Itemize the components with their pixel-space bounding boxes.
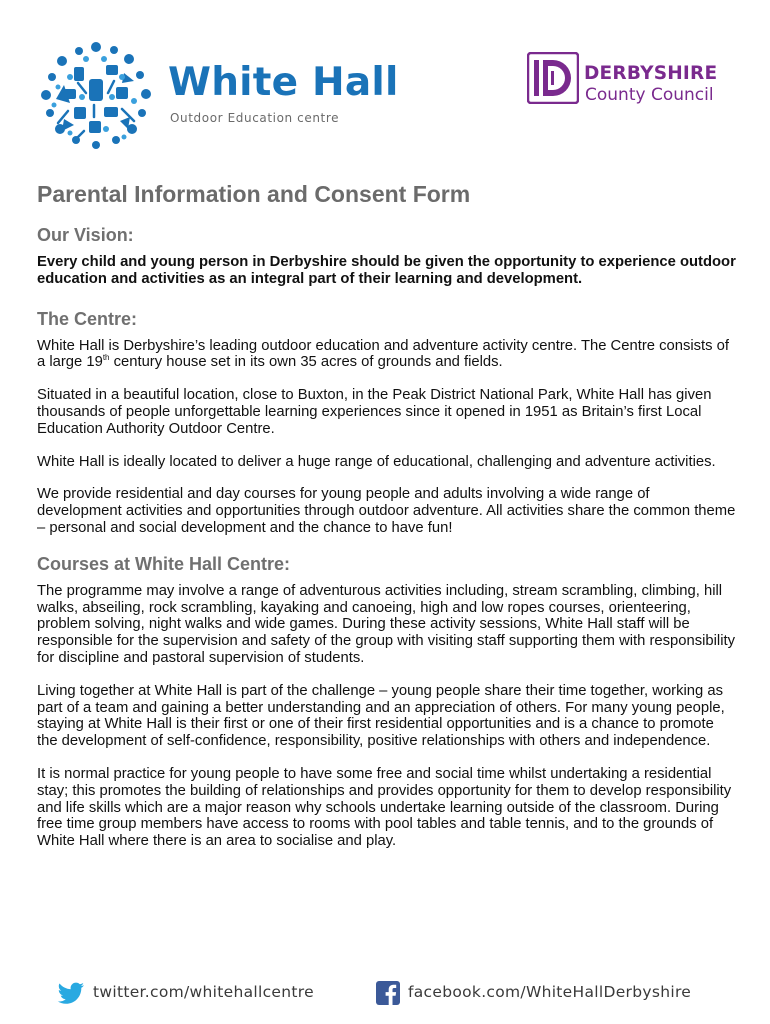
twitter-icon [57,982,85,1006]
centre-paragraph-4: We provide residential and day courses for young people and adults involving a wide range of development activities and opportunities through outdoor adventure. All activities share the common theme – personal and social development and the chance to have fun! [37,486,736,536]
org-subtitle: Outdoor Education centre [170,111,340,125]
vision-heading: Our Vision: [37,225,134,245]
council-subtitle: County Council [585,85,714,105]
form-title: Parental Information and Consent Form [37,181,471,207]
facebook-link[interactable]: facebook.com/WhiteHallDerbyshire [408,983,692,1001]
courses-paragraph-3: It is normal practice for young people to have some free and social time whilst undertaking a residential stay; this promotes the building of relationships and provides opportunity for them to develop responsibility and life skills which are a major reason why schools undertake learning outside of the classroom. During free time group members have access to rooms with pool tables and table tennis, and to the grounds of White Hall where there is an area to socialise and play. [37,765,732,850]
facebook-icon [376,981,400,1005]
org-name: White Hall [168,60,399,105]
courses-heading: Courses at White Hall Centre: [37,553,291,574]
centre-paragraph-1: White Hall is Derbyshire’s leading outdoor education and adventure activity centre. The Centre consists of a large 19th century house set in its own 35 acres of grounds and fields. [37,337,729,371]
derbyshire-council-logo-icon [527,52,579,104]
centre-heading: The Centre: [37,308,138,329]
form-content [37,180,737,866]
social-footer [0,978,770,1012]
courses-paragraph-2: Living together at White Hall is part of the challenge – young people share their time together, working as part of a team and gaining a better understanding and an appreciation of others. For many young people, staying at White Hall is their first or one of their first residential opportunities and is a chance to promote the development of self-confidence, responsibility, positive relationships with others and independence. [37,682,725,750]
vision-text: Every child and young person in Derbyshire should be given the opportunity to experience outdoor education and activities as an integral part of their learning and development. [37,254,736,287]
twitter-link[interactable]: twitter.com/whitehallcentre [93,983,314,1001]
centre-paragraph-2: Situated in a beautiful location, close to Buxton, in the Peak District National Park, White Hall has given thousands of people unforgettable learning experiences since it opened in 1951 as Britain’s first Local Education Authority Outdoor Centre. [37,387,712,437]
council-name: DERBYSHIRE [584,63,718,84]
centre-paragraph-3: White Hall is ideally located to deliver a huge range of educational, challenging and adventure activities. [37,453,716,470]
courses-paragraph-1: The programme may involve a range of adventurous activities including, stream scrambling, climbing, hill walks, abseiling, rock scrambling, kayaking and canoeing, high and low ropes courses, orienteering, problem solving, night walks and wide games. During these activity sessions, White Hall staff will be responsible for the supervision and safety of the group with visiting staff supporting them with responsibility for discipline and pastoral supervision of students. [37,582,736,666]
white-hall-activity-logo [34,37,159,152]
